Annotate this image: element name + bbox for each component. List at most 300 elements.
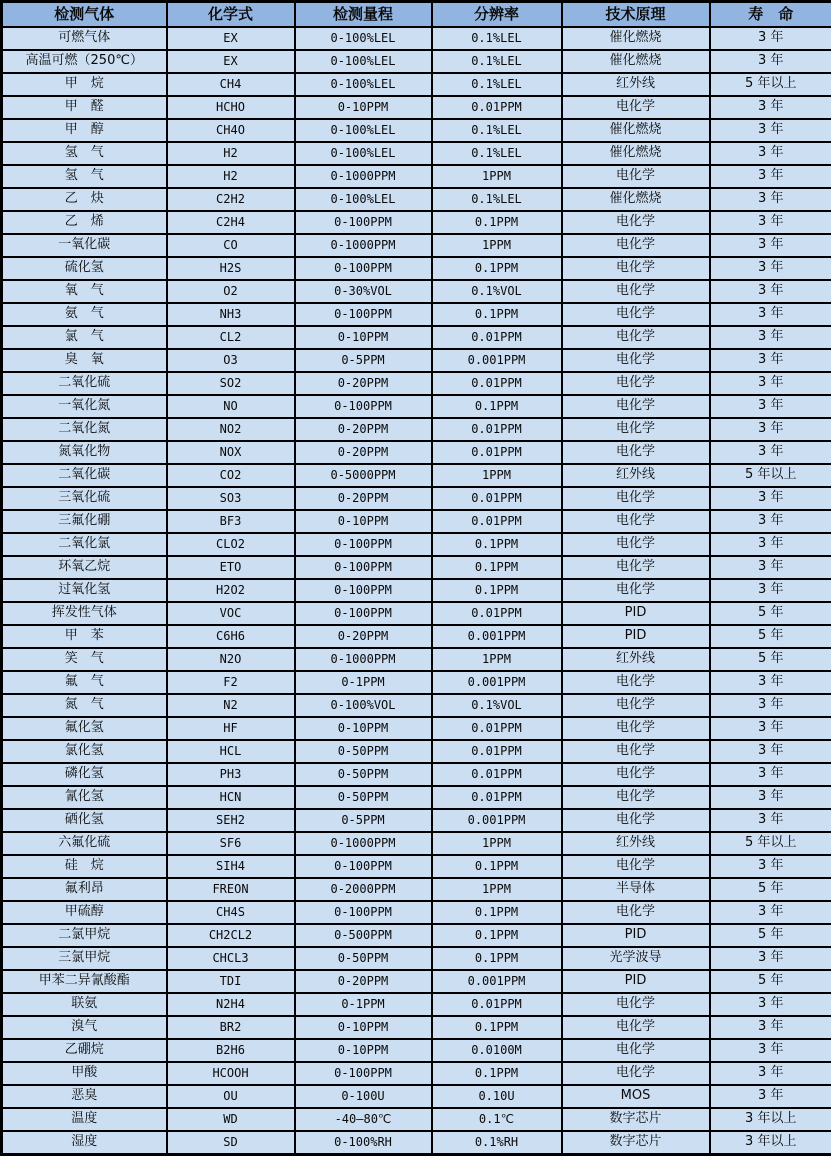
lifespan-cell: 5 年	[710, 878, 831, 901]
table-row	[2, 165, 831, 188]
principle-cell: 电化学	[562, 487, 710, 510]
column-header-lifespan: 寿 命	[710, 2, 831, 28]
formula-cell: B2H6	[167, 1039, 295, 1062]
resolution-cell: 0.01PPM	[432, 786, 562, 809]
principle-cell: 电化学	[562, 694, 710, 717]
table-row	[2, 901, 831, 924]
lifespan-cell: 5 年以上	[710, 73, 831, 96]
principle-cell: 电化学	[562, 579, 710, 602]
resolution-cell: 0.1%LEL	[432, 50, 562, 73]
resolution-cell: 0.1PPM	[432, 303, 562, 326]
principle-cell: 红外线	[562, 464, 710, 487]
formula-cell: CH4S	[167, 901, 295, 924]
column-header-gas: 检测气体	[2, 2, 167, 28]
table-row	[2, 441, 831, 464]
table-row	[2, 96, 831, 119]
principle-cell: 电化学	[562, 901, 710, 924]
resolution-cell: 0.1PPM	[432, 1062, 562, 1085]
principle-cell: 电化学	[562, 533, 710, 556]
table-row	[2, 73, 831, 96]
lifespan-cell: 3 年	[710, 1062, 831, 1085]
resolution-cell: 0.1PPM	[432, 211, 562, 234]
principle-cell: 电化学	[562, 395, 710, 418]
formula-cell: CH4O	[167, 119, 295, 142]
resolution-cell: 0.001PPM	[432, 625, 562, 648]
gas-name-cell: 乙硼烷	[2, 1039, 167, 1062]
lifespan-cell: 5 年	[710, 648, 831, 671]
principle-cell: 电化学	[562, 556, 710, 579]
lifespan-cell: 3 年	[710, 349, 831, 372]
formula-cell: PH3	[167, 763, 295, 786]
range-cell: 0-100%VOL	[295, 694, 432, 717]
range-cell: 0-50PPM	[295, 947, 432, 970]
resolution-cell: 0.01PPM	[432, 740, 562, 763]
resolution-cell: 0.1%LEL	[432, 119, 562, 142]
range-cell: 0-500PPM	[295, 924, 432, 947]
range-cell: 0-30%VOL	[295, 280, 432, 303]
formula-cell: H2O2	[167, 579, 295, 602]
table-row	[2, 970, 831, 993]
table-row	[2, 717, 831, 740]
table-row	[2, 372, 831, 395]
gas-name-cell: 溴气	[2, 1016, 167, 1039]
principle-cell: 电化学	[562, 303, 710, 326]
gas-name-cell: 硅 烷	[2, 855, 167, 878]
gas-name-cell: 甲 醇	[2, 119, 167, 142]
formula-cell: CO2	[167, 464, 295, 487]
resolution-cell: 0.1%LEL	[432, 188, 562, 211]
resolution-cell: 0.1PPM	[432, 533, 562, 556]
lifespan-cell: 3 年	[710, 280, 831, 303]
table-row	[2, 1039, 831, 1062]
range-cell: 0-20PPM	[295, 970, 432, 993]
gas-name-cell: 环氧乙烷	[2, 556, 167, 579]
gas-name-cell: 六氟化硫	[2, 832, 167, 855]
table-row	[2, 464, 831, 487]
range-cell: 0-5000PPM	[295, 464, 432, 487]
resolution-cell: 1PPM	[432, 648, 562, 671]
principle-cell: 催化燃烧	[562, 119, 710, 142]
formula-cell: HCHO	[167, 96, 295, 119]
principle-cell: 数字芯片	[562, 1131, 710, 1155]
principle-cell: 电化学	[562, 372, 710, 395]
principle-cell: 光学波导	[562, 947, 710, 970]
table-row	[2, 1062, 831, 1085]
formula-cell: NOX	[167, 441, 295, 464]
range-cell: 0-1PPM	[295, 993, 432, 1016]
formula-cell: OU	[167, 1085, 295, 1108]
principle-cell: 电化学	[562, 96, 710, 119]
principle-cell: MOS	[562, 1085, 710, 1108]
table-body	[2, 27, 831, 1155]
resolution-cell: 0.001PPM	[432, 671, 562, 694]
resolution-cell: 0.01PPM	[432, 487, 562, 510]
range-cell: 0-5PPM	[295, 809, 432, 832]
formula-cell: BR2	[167, 1016, 295, 1039]
resolution-cell: 1PPM	[432, 165, 562, 188]
principle-cell: 催化燃烧	[562, 50, 710, 73]
resolution-cell: 1PPM	[432, 464, 562, 487]
gas-name-cell: 硒化氢	[2, 809, 167, 832]
resolution-cell: 0.10U	[432, 1085, 562, 1108]
resolution-cell: 1PPM	[432, 832, 562, 855]
lifespan-cell: 3 年以上	[710, 1108, 831, 1131]
range-cell: 0-100PPM	[295, 257, 432, 280]
formula-cell: C2H2	[167, 188, 295, 211]
resolution-cell: 0.1%RH	[432, 1131, 562, 1155]
range-cell: 0-10PPM	[295, 717, 432, 740]
formula-cell: H2S	[167, 257, 295, 280]
resolution-cell: 0.1PPM	[432, 901, 562, 924]
range-cell: 0-1000PPM	[295, 648, 432, 671]
lifespan-cell: 3 年以上	[710, 1131, 831, 1155]
table-row	[2, 809, 831, 832]
resolution-cell: 0.1%LEL	[432, 73, 562, 96]
resolution-cell: 0.1PPM	[432, 579, 562, 602]
lifespan-cell: 3 年	[710, 786, 831, 809]
principle-cell: PID	[562, 970, 710, 993]
table-row	[2, 349, 831, 372]
formula-cell: NO2	[167, 418, 295, 441]
principle-cell: 电化学	[562, 1039, 710, 1062]
range-cell: 0-100PPM	[295, 855, 432, 878]
gas-name-cell: 氨 气	[2, 303, 167, 326]
formula-cell: O3	[167, 349, 295, 372]
resolution-cell: 0.01PPM	[432, 993, 562, 1016]
lifespan-cell: 3 年	[710, 1085, 831, 1108]
column-header-principle: 技术原理	[562, 2, 710, 28]
range-cell: 0-10PPM	[295, 1039, 432, 1062]
principle-cell: 电化学	[562, 280, 710, 303]
range-cell: 0-100PPM	[295, 211, 432, 234]
formula-cell: SO3	[167, 487, 295, 510]
formula-cell: ETO	[167, 556, 295, 579]
lifespan-cell: 3 年	[710, 901, 831, 924]
lifespan-cell: 3 年	[710, 1039, 831, 1062]
gas-name-cell: 氟 气	[2, 671, 167, 694]
resolution-cell: 1PPM	[432, 878, 562, 901]
lifespan-cell: 3 年	[710, 671, 831, 694]
table-row	[2, 533, 831, 556]
gas-name-cell: 甲硫醇	[2, 901, 167, 924]
gas-name-cell: 二氯甲烷	[2, 924, 167, 947]
table-row	[2, 924, 831, 947]
formula-cell: N2H4	[167, 993, 295, 1016]
resolution-cell: 0.1PPM	[432, 556, 562, 579]
range-cell: 0-100PPM	[295, 395, 432, 418]
lifespan-cell: 3 年	[710, 487, 831, 510]
gas-name-cell: 氯 气	[2, 326, 167, 349]
formula-cell: F2	[167, 671, 295, 694]
resolution-cell: 0.1%VOL	[432, 280, 562, 303]
formula-cell: SO2	[167, 372, 295, 395]
gas-name-cell: 三氧化硫	[2, 487, 167, 510]
formula-cell: H2	[167, 165, 295, 188]
range-cell: 0-100PPM	[295, 303, 432, 326]
formula-cell: HCOOH	[167, 1062, 295, 1085]
table-row	[2, 188, 831, 211]
gas-name-cell: 挥发性气体	[2, 602, 167, 625]
lifespan-cell: 3 年	[710, 234, 831, 257]
resolution-cell: 0.01PPM	[432, 717, 562, 740]
range-cell: 0-5PPM	[295, 349, 432, 372]
formula-cell: SF6	[167, 832, 295, 855]
formula-cell: HCL	[167, 740, 295, 763]
resolution-cell: 0.1%LEL	[432, 142, 562, 165]
principle-cell: PID	[562, 924, 710, 947]
table-row	[2, 326, 831, 349]
gas-name-cell: 氢 气	[2, 142, 167, 165]
range-cell: 0-100PPM	[295, 579, 432, 602]
principle-cell: 电化学	[562, 257, 710, 280]
resolution-cell: 0.01PPM	[432, 372, 562, 395]
table-row	[2, 1085, 831, 1108]
range-cell: 0-100%LEL	[295, 27, 432, 50]
table-row	[2, 579, 831, 602]
resolution-cell: 0.1PPM	[432, 395, 562, 418]
range-cell: 0-10PPM	[295, 96, 432, 119]
formula-cell: VOC	[167, 602, 295, 625]
principle-cell: 电化学	[562, 786, 710, 809]
table-row	[2, 763, 831, 786]
gas-name-cell: 氟利昂	[2, 878, 167, 901]
principle-cell: 电化学	[562, 763, 710, 786]
range-cell: 0-20PPM	[295, 372, 432, 395]
range-cell: 0-10PPM	[295, 510, 432, 533]
principle-cell: 电化学	[562, 1062, 710, 1085]
gas-name-cell: 氮氧化物	[2, 441, 167, 464]
gas-name-cell: 氢 气	[2, 165, 167, 188]
lifespan-cell: 3 年	[710, 27, 831, 50]
table-row	[2, 303, 831, 326]
principle-cell: 电化学	[562, 211, 710, 234]
formula-cell: SD	[167, 1131, 295, 1155]
principle-cell: 电化学	[562, 349, 710, 372]
lifespan-cell: 3 年	[710, 579, 831, 602]
table-row	[2, 280, 831, 303]
gas-name-cell: 二氧化氯	[2, 533, 167, 556]
table-row	[2, 510, 831, 533]
range-cell: 0-100%RH	[295, 1131, 432, 1155]
formula-cell: WD	[167, 1108, 295, 1131]
table-row	[2, 234, 831, 257]
gas-name-cell: 二氧化硫	[2, 372, 167, 395]
gas-name-cell: 乙 烯	[2, 211, 167, 234]
lifespan-cell: 3 年	[710, 993, 831, 1016]
range-cell: -40—80℃	[295, 1108, 432, 1131]
formula-cell: CH4	[167, 73, 295, 96]
column-header-resolution: 分辨率	[432, 2, 562, 28]
table-row	[2, 27, 831, 50]
gas-name-cell: 甲苯二异氰酸酯	[2, 970, 167, 993]
header-row	[2, 2, 831, 28]
range-cell: 0-100PPM	[295, 602, 432, 625]
principle-cell: 数字芯片	[562, 1108, 710, 1131]
lifespan-cell: 3 年	[710, 372, 831, 395]
range-cell: 0-50PPM	[295, 763, 432, 786]
gas-name-cell: 二氧化氮	[2, 418, 167, 441]
lifespan-cell: 3 年	[710, 96, 831, 119]
table-row	[2, 418, 831, 441]
formula-cell: CO	[167, 234, 295, 257]
table-row	[2, 211, 831, 234]
lifespan-cell: 5 年以上	[710, 832, 831, 855]
lifespan-cell: 5 年以上	[710, 464, 831, 487]
principle-cell: PID	[562, 602, 710, 625]
lifespan-cell: 5 年	[710, 970, 831, 993]
formula-cell: EX	[167, 50, 295, 73]
formula-cell: FREON	[167, 878, 295, 901]
formula-cell: H2	[167, 142, 295, 165]
range-cell: 0-50PPM	[295, 786, 432, 809]
gas-name-cell: 联氨	[2, 993, 167, 1016]
principle-cell: 催化燃烧	[562, 27, 710, 50]
gas-name-cell: 可燃气体	[2, 27, 167, 50]
principle-cell: 电化学	[562, 717, 710, 740]
range-cell: 0-1PPM	[295, 671, 432, 694]
gas-name-cell: 氟化氢	[2, 717, 167, 740]
resolution-cell: 0.001PPM	[432, 349, 562, 372]
formula-cell: CLO2	[167, 533, 295, 556]
gas-name-cell: 乙 炔	[2, 188, 167, 211]
gas-name-cell: 氰化氢	[2, 786, 167, 809]
formula-cell: NH3	[167, 303, 295, 326]
lifespan-cell: 3 年	[710, 556, 831, 579]
lifespan-cell: 3 年	[710, 395, 831, 418]
range-cell: 0-100PPM	[295, 533, 432, 556]
gas-name-cell: 甲酸	[2, 1062, 167, 1085]
range-cell: 0-10PPM	[295, 326, 432, 349]
formula-cell: BF3	[167, 510, 295, 533]
table-row	[2, 878, 831, 901]
range-cell: 0-100PPM	[295, 901, 432, 924]
principle-cell: 红外线	[562, 648, 710, 671]
formula-cell: SIH4	[167, 855, 295, 878]
formula-cell: NO	[167, 395, 295, 418]
formula-cell: N2O	[167, 648, 295, 671]
table-row	[2, 993, 831, 1016]
lifespan-cell: 3 年	[710, 694, 831, 717]
lifespan-cell: 3 年	[710, 947, 831, 970]
formula-cell: CL2	[167, 326, 295, 349]
gas-name-cell: 三氟化硼	[2, 510, 167, 533]
range-cell: 0-20PPM	[295, 487, 432, 510]
table-row	[2, 740, 831, 763]
lifespan-cell: 3 年	[710, 119, 831, 142]
principle-cell: 电化学	[562, 234, 710, 257]
table-row	[2, 142, 831, 165]
principle-cell: 电化学	[562, 809, 710, 832]
gas-name-cell: 温度	[2, 1108, 167, 1131]
resolution-cell: 0.001PPM	[432, 809, 562, 832]
resolution-cell: 0.01PPM	[432, 602, 562, 625]
lifespan-cell: 3 年	[710, 211, 831, 234]
range-cell: 0-100%LEL	[295, 188, 432, 211]
principle-cell: 红外线	[562, 832, 710, 855]
table-row	[2, 119, 831, 142]
table-row	[2, 257, 831, 280]
table-row	[2, 487, 831, 510]
lifespan-cell: 3 年	[710, 763, 831, 786]
gas-name-cell: 三氯甲烷	[2, 947, 167, 970]
lifespan-cell: 5 年	[710, 602, 831, 625]
range-cell: 0-1000PPM	[295, 234, 432, 257]
principle-cell: 电化学	[562, 510, 710, 533]
gas-name-cell: 笑 气	[2, 648, 167, 671]
range-cell: 0-100%LEL	[295, 142, 432, 165]
principle-cell: 电化学	[562, 326, 710, 349]
formula-cell: HCN	[167, 786, 295, 809]
lifespan-cell: 3 年	[710, 188, 831, 211]
principle-cell: 电化学	[562, 855, 710, 878]
gas-name-cell: 二氧化碳	[2, 464, 167, 487]
lifespan-cell: 3 年	[710, 142, 831, 165]
gas-name-cell: 氮 气	[2, 694, 167, 717]
resolution-cell: 0.1%LEL	[432, 27, 562, 50]
principle-cell: 红外线	[562, 73, 710, 96]
gas-name-cell: 湿度	[2, 1131, 167, 1155]
lifespan-cell: 3 年	[710, 855, 831, 878]
range-cell: 0-20PPM	[295, 625, 432, 648]
resolution-cell: 0.01PPM	[432, 441, 562, 464]
gas-name-cell: 甲 醛	[2, 96, 167, 119]
formula-cell: TDI	[167, 970, 295, 993]
table-row	[2, 648, 831, 671]
range-cell: 0-2000PPM	[295, 878, 432, 901]
range-cell: 0-1000PPM	[295, 832, 432, 855]
lifespan-cell: 3 年	[710, 809, 831, 832]
formula-cell: SEH2	[167, 809, 295, 832]
principle-cell: 电化学	[562, 1016, 710, 1039]
formula-cell: O2	[167, 280, 295, 303]
column-header-range: 检测量程	[295, 2, 432, 28]
table-row	[2, 694, 831, 717]
table-row	[2, 1016, 831, 1039]
lifespan-cell: 5 年	[710, 924, 831, 947]
resolution-cell: 0.1PPM	[432, 257, 562, 280]
resolution-cell: 0.1PPM	[432, 855, 562, 878]
gas-name-cell: 过氧化氢	[2, 579, 167, 602]
resolution-cell: 0.1PPM	[432, 1016, 562, 1039]
gas-name-cell: 甲 苯	[2, 625, 167, 648]
principle-cell: 半导体	[562, 878, 710, 901]
principle-cell: 电化学	[562, 165, 710, 188]
principle-cell: 催化燃烧	[562, 188, 710, 211]
resolution-cell: 1PPM	[432, 234, 562, 257]
gas-name-cell: 高温可燃（250℃）	[2, 50, 167, 73]
resolution-cell: 0.1PPM	[432, 947, 562, 970]
principle-cell: 电化学	[562, 993, 710, 1016]
table-row	[2, 50, 831, 73]
resolution-cell: 0.01PPM	[432, 326, 562, 349]
formula-cell: HF	[167, 717, 295, 740]
range-cell: 0-100U	[295, 1085, 432, 1108]
principle-cell: 电化学	[562, 418, 710, 441]
table-row	[2, 947, 831, 970]
formula-cell: EX	[167, 27, 295, 50]
principle-cell: 电化学	[562, 671, 710, 694]
resolution-cell: 0.01PPM	[432, 763, 562, 786]
range-cell: 0-100%LEL	[295, 50, 432, 73]
resolution-cell: 0.01PPM	[432, 418, 562, 441]
lifespan-cell: 3 年	[710, 326, 831, 349]
gas-name-cell: 恶臭	[2, 1085, 167, 1108]
principle-cell: 电化学	[562, 740, 710, 763]
formula-cell: N2	[167, 694, 295, 717]
gas-name-cell: 氯化氢	[2, 740, 167, 763]
principle-cell: PID	[562, 625, 710, 648]
lifespan-cell: 3 年	[710, 418, 831, 441]
